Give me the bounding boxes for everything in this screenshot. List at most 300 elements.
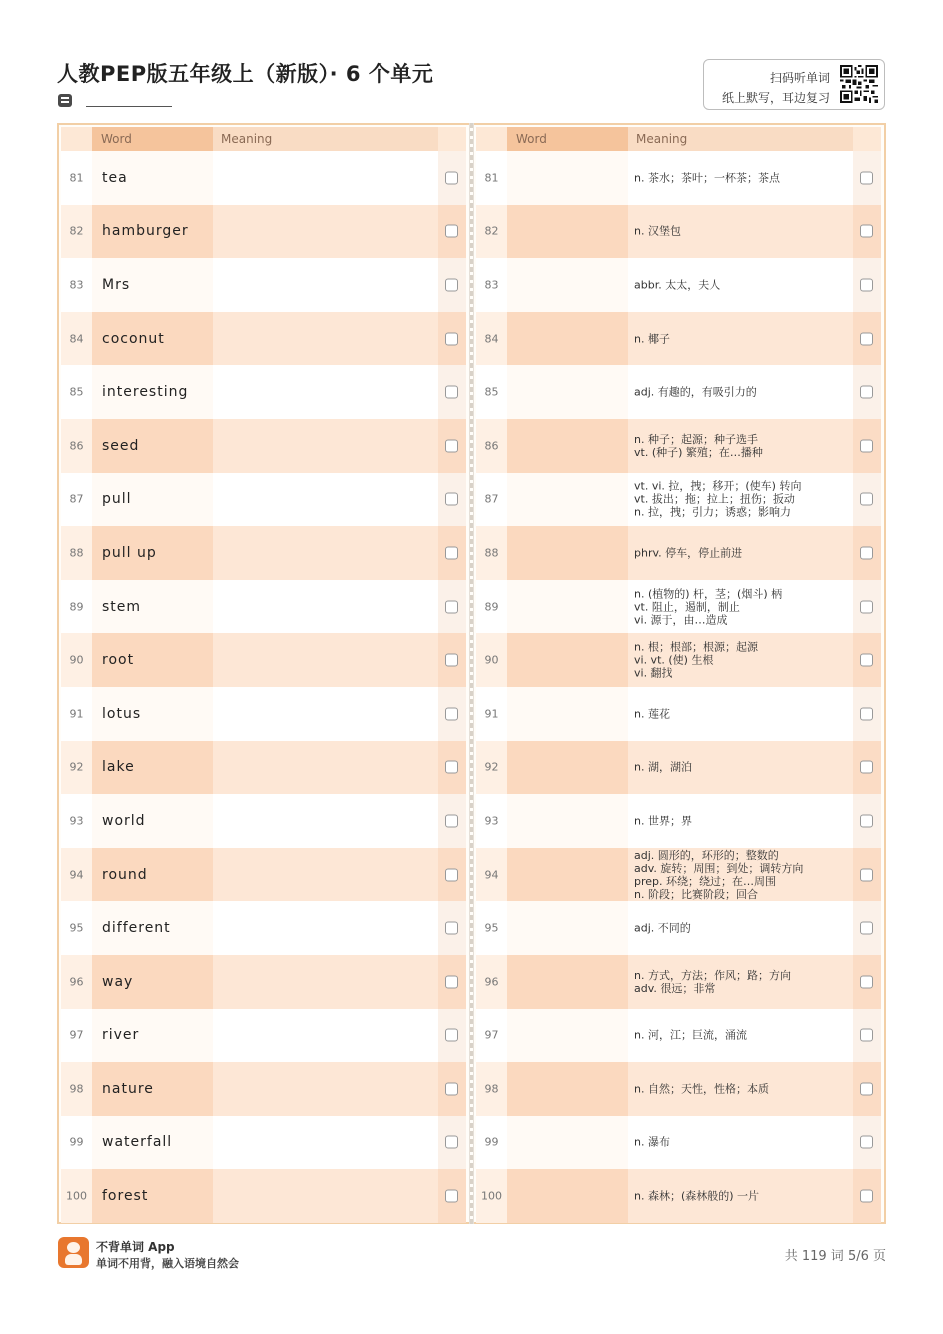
row-number: 100 — [66, 1189, 87, 1203]
meaning-cell — [213, 955, 438, 1009]
row-number-cell — [476, 1009, 507, 1063]
word-text: river — [102, 1027, 140, 1044]
check-cell — [438, 1116, 466, 1170]
table-row — [476, 205, 881, 259]
table-row — [61, 1169, 466, 1223]
word-cell — [92, 1169, 213, 1223]
word-text: Mrs — [102, 276, 131, 293]
meaning-cell — [213, 419, 438, 473]
check-cell — [438, 258, 466, 312]
row-number-cell — [476, 1116, 507, 1170]
row-number-cell — [61, 1062, 92, 1116]
checkbox[interactable] — [445, 386, 458, 399]
table-row — [61, 151, 466, 205]
table-row — [476, 312, 881, 366]
check-cell — [438, 794, 466, 848]
meaning-cell — [213, 473, 438, 527]
table-row — [476, 741, 881, 795]
row-number: 97 — [484, 1028, 499, 1042]
checkbox[interactable] — [860, 278, 873, 291]
check-cell — [438, 848, 466, 902]
row-number-cell — [476, 258, 507, 312]
checkbox[interactable] — [860, 707, 873, 720]
row-number-cell — [61, 419, 92, 473]
row-number: 81 — [69, 171, 84, 185]
meaning-text: n. 世界；界 — [634, 814, 692, 828]
check-cell — [853, 1062, 881, 1116]
word-text: waterfall — [102, 1134, 173, 1151]
header-meaning-label: Meaning — [221, 132, 273, 146]
check-cell — [438, 473, 466, 527]
row-number-cell — [61, 848, 92, 902]
checkbox[interactable] — [860, 171, 873, 184]
table-row — [476, 901, 881, 955]
meaning-text: n. 河，江；巨流，涌流 — [634, 1028, 747, 1042]
qr-line-dictation: 纸上默写，耳边复习 — [721, 91, 830, 105]
meaning-text: n. 莲花 — [634, 707, 670, 721]
check-cell — [853, 1009, 881, 1063]
row-number-cell — [476, 473, 507, 527]
word-cell — [507, 258, 628, 312]
check-cell — [438, 741, 466, 795]
row-number-cell — [476, 580, 507, 634]
row-number-cell — [61, 473, 92, 527]
table-row — [476, 687, 881, 741]
word-text: nature — [102, 1080, 154, 1097]
row-number: 96 — [69, 975, 84, 989]
row-number-cell — [476, 955, 507, 1009]
meaning-cell — [213, 1009, 438, 1063]
checkbox[interactable] — [445, 332, 458, 345]
meaning-text: vt. vi. 拉，拽；移开；(使车) 转向 vt. 拔出；拖；拉上；扭伤；扳动 n. 拉，拽；引力；诱惑；影响力 — [634, 479, 802, 519]
checkbox[interactable] — [445, 278, 458, 291]
row-number: 88 — [69, 546, 84, 560]
meaning-cell — [213, 1116, 438, 1170]
meaning-cell — [213, 633, 438, 687]
meaning-panel — [476, 127, 881, 1223]
meaning-cell — [213, 1169, 438, 1223]
checkbox[interactable] — [445, 922, 458, 935]
word-cell — [92, 794, 213, 848]
word-cell — [92, 687, 213, 741]
table-row — [61, 365, 466, 419]
check-cell — [438, 901, 466, 955]
row-number-cell — [61, 312, 92, 366]
row-number-cell — [476, 526, 507, 580]
row-number-cell — [61, 526, 92, 580]
row-number: 95 — [69, 921, 84, 935]
meaning-cell — [213, 794, 438, 848]
meaning-text: n. 方式，方法；作风；路；方向 adv. 很远；非常 — [634, 968, 791, 995]
meaning-rows — [476, 151, 881, 1223]
row-number: 90 — [484, 653, 499, 667]
checkbox[interactable] — [445, 1029, 458, 1042]
checkbox[interactable] — [445, 493, 458, 506]
word-cell — [507, 473, 628, 527]
checkbox[interactable] — [860, 761, 873, 774]
meaning-cell — [213, 741, 438, 795]
check-cell — [853, 1169, 881, 1223]
row-number: 99 — [69, 1135, 84, 1149]
table-row — [476, 955, 881, 1009]
word-cell — [507, 580, 628, 634]
checkbox[interactable] — [445, 814, 458, 827]
row-number-cell — [61, 580, 92, 634]
word-cell — [92, 633, 213, 687]
checkbox[interactable] — [445, 546, 458, 559]
table-row — [476, 151, 881, 205]
meaning-cell — [628, 151, 853, 205]
meaning-cell — [213, 687, 438, 741]
checkbox[interactable] — [860, 225, 873, 238]
check-cell — [438, 312, 466, 366]
meaning-cell — [628, 419, 853, 473]
table-row — [61, 741, 466, 795]
word-cell — [92, 526, 213, 580]
fold-divider — [469, 123, 474, 1224]
table-row — [61, 205, 466, 259]
checkbox[interactable] — [860, 386, 873, 399]
checkbox[interactable] — [445, 1082, 458, 1095]
word-cell — [92, 580, 213, 634]
row-number-cell — [476, 365, 507, 419]
table-row — [476, 794, 881, 848]
table-row — [61, 312, 466, 366]
checkbox[interactable] — [860, 654, 873, 667]
checkbox[interactable] — [445, 600, 458, 613]
page-indicator: 共 119 词 5/6 页 — [784, 1249, 886, 1264]
row-number-cell — [476, 633, 507, 687]
row-number: 97 — [69, 1028, 84, 1042]
header-word-label: Word — [101, 132, 132, 146]
word-cell — [92, 473, 213, 527]
checkbox[interactable] — [860, 439, 873, 452]
table-row — [476, 473, 881, 527]
row-number: 93 — [484, 814, 499, 828]
row-number: 98 — [69, 1082, 84, 1096]
table-row — [61, 580, 466, 634]
meaning-cell — [213, 312, 438, 366]
word-cell — [507, 687, 628, 741]
checkbox[interactable] — [445, 225, 458, 238]
word-text: root — [102, 652, 135, 669]
table-row — [476, 526, 881, 580]
checkbox[interactable] — [860, 1029, 873, 1042]
word-text: lotus — [102, 705, 142, 722]
meaning-cell — [628, 687, 853, 741]
word-panel-header — [61, 127, 466, 151]
table-row — [476, 848, 881, 902]
checkbox[interactable] — [860, 1082, 873, 1095]
row-number: 87 — [484, 492, 499, 506]
checkbox[interactable] — [860, 922, 873, 935]
row-number: 93 — [69, 814, 84, 828]
check-cell — [438, 687, 466, 741]
check-cell — [853, 901, 881, 955]
check-cell — [853, 151, 881, 205]
row-number: 88 — [484, 546, 499, 560]
word-cell — [92, 901, 213, 955]
name-card-icon — [58, 94, 72, 107]
word-cell — [507, 1169, 628, 1223]
row-number: 91 — [484, 707, 499, 721]
row-number: 89 — [69, 600, 84, 614]
word-text: tea — [102, 169, 128, 186]
meaning-cell — [628, 1169, 853, 1223]
word-cell — [92, 955, 213, 1009]
table-row — [476, 633, 881, 687]
checkbox[interactable] — [860, 868, 873, 881]
meaning-text: n. 根；根部；根源；起源 vi. vt. (使) 生根 vi. 翻找 — [634, 640, 758, 680]
word-cell — [507, 1009, 628, 1063]
check-cell — [438, 1062, 466, 1116]
word-text: pull up — [102, 544, 157, 561]
header-meaning-cell — [628, 127, 853, 151]
row-number-cell — [61, 365, 92, 419]
meaning-text: n. 种子；起源；种子选手 vt. (种子) 繁殖；在…播种 — [634, 432, 763, 459]
row-number: 83 — [69, 278, 84, 292]
word-panel — [61, 127, 466, 1223]
row-number: 92 — [69, 760, 84, 774]
table-row — [476, 365, 881, 419]
table-row — [476, 580, 881, 634]
word-cell — [507, 365, 628, 419]
table-row — [61, 848, 466, 902]
row-number: 99 — [484, 1135, 499, 1149]
checkbox[interactable] — [860, 975, 873, 988]
table-row — [61, 633, 466, 687]
row-number-cell — [476, 312, 507, 366]
row-number: 100 — [481, 1189, 502, 1203]
row-number-cell — [476, 794, 507, 848]
check-cell — [853, 955, 881, 1009]
row-number-cell — [476, 687, 507, 741]
checkbox[interactable] — [445, 868, 458, 881]
meaning-cell — [628, 1062, 853, 1116]
word-text: stem — [102, 598, 142, 615]
meaning-text: n. 瀑布 — [634, 1135, 670, 1149]
row-number: 82 — [69, 224, 84, 238]
checkbox[interactable] — [860, 1136, 873, 1149]
footer-slogan: 单词不用背，融入语境自然会 — [96, 1257, 239, 1270]
check-cell — [853, 258, 881, 312]
row-number-cell — [61, 955, 92, 1009]
row-number: 96 — [484, 975, 499, 989]
table-row — [61, 901, 466, 955]
word-text: coconut — [102, 330, 165, 347]
check-cell — [438, 1009, 466, 1063]
app-logo-icon — [58, 1237, 89, 1268]
word-text: round — [102, 866, 148, 883]
check-cell — [438, 955, 466, 1009]
row-number-cell — [476, 1169, 507, 1223]
row-number-cell — [61, 205, 92, 259]
qr-code-icon[interactable] — [840, 65, 878, 103]
table-row — [61, 955, 466, 1009]
checkbox[interactable] — [445, 1136, 458, 1149]
word-cell — [92, 258, 213, 312]
row-number: 86 — [69, 439, 84, 453]
table-row — [61, 1009, 466, 1063]
header-word-label: Word — [516, 132, 547, 146]
table-row — [476, 419, 881, 473]
meaning-text: phrv. 停车，停止前进 — [634, 546, 743, 560]
check-cell — [853, 419, 881, 473]
check-cell — [853, 312, 881, 366]
header-num-cell — [61, 127, 92, 151]
check-cell — [853, 526, 881, 580]
row-number-cell — [476, 901, 507, 955]
word-text: interesting — [102, 384, 189, 401]
checkbox[interactable] — [445, 171, 458, 184]
checkbox[interactable] — [445, 439, 458, 452]
check-cell — [853, 473, 881, 527]
check-cell — [438, 419, 466, 473]
check-cell — [853, 687, 881, 741]
check-cell — [438, 1169, 466, 1223]
row-number: 84 — [484, 332, 499, 346]
header-meaning-label: Meaning — [636, 132, 688, 146]
word-cell — [507, 1062, 628, 1116]
word-text: world — [102, 812, 146, 829]
table-row — [61, 419, 466, 473]
check-cell — [853, 580, 881, 634]
checkbox[interactable] — [860, 493, 873, 506]
row-number-cell — [476, 419, 507, 473]
word-cell — [92, 741, 213, 795]
check-cell — [853, 741, 881, 795]
table-row — [61, 526, 466, 580]
table-row — [476, 1062, 881, 1116]
qr-line-listen: 扫码听单词 — [769, 71, 830, 85]
row-number-cell — [61, 633, 92, 687]
word-text: lake — [102, 759, 135, 776]
word-text: hamburger — [102, 223, 189, 240]
row-number: 84 — [69, 332, 84, 346]
checkbox[interactable] — [860, 546, 873, 559]
qr-promo-box — [703, 59, 885, 110]
word-cell — [507, 794, 628, 848]
checkbox[interactable] — [445, 1190, 458, 1203]
meaning-cell — [213, 901, 438, 955]
word-cell — [507, 955, 628, 1009]
meaning-cell — [213, 1062, 438, 1116]
word-text: different — [102, 920, 171, 937]
footer-app-name: 不背单词 App — [96, 1240, 175, 1254]
meaning-cell — [628, 955, 853, 1009]
row-number: 91 — [69, 707, 84, 721]
meaning-cell — [628, 258, 853, 312]
meaning-text: n. 湖，湖泊 — [634, 760, 692, 774]
word-cell — [92, 848, 213, 902]
check-cell — [438, 633, 466, 687]
meaning-cell — [628, 1116, 853, 1170]
row-number-cell — [61, 151, 92, 205]
check-cell — [438, 151, 466, 205]
word-cell — [507, 205, 628, 259]
meaning-text: n. 自然；天性，性格；本质 — [634, 1082, 769, 1096]
row-number-cell — [61, 687, 92, 741]
table-row — [61, 258, 466, 312]
name-field — [58, 94, 172, 107]
row-number: 89 — [484, 600, 499, 614]
row-number-cell — [61, 741, 92, 795]
header-check-cell — [853, 127, 881, 151]
meaning-cell — [213, 151, 438, 205]
checkbox[interactable] — [445, 707, 458, 720]
meaning-text: n. 椰子 — [634, 332, 670, 346]
word-cell — [507, 901, 628, 955]
header-word-cell — [92, 127, 213, 151]
row-number: 82 — [484, 224, 499, 238]
checkbox[interactable] — [860, 1190, 873, 1203]
meaning-cell — [628, 365, 853, 419]
row-number: 85 — [484, 385, 499, 399]
checkbox[interactable] — [445, 654, 458, 667]
word-rows — [61, 151, 466, 1223]
checkbox[interactable] — [860, 814, 873, 827]
row-number: 90 — [69, 653, 84, 667]
meaning-cell — [213, 848, 438, 902]
row-number-cell — [476, 151, 507, 205]
meaning-text: n. (植物的) 杆，茎；(烟斗) 柄 vt. 阻止，遏制，制止 vi. 源于，由…造成 — [634, 587, 783, 627]
meaning-cell — [213, 580, 438, 634]
meaning-cell — [628, 1009, 853, 1063]
row-number: 81 — [484, 171, 499, 185]
meaning-panel-header — [476, 127, 881, 151]
meaning-cell — [628, 312, 853, 366]
row-number-cell — [61, 258, 92, 312]
meaning-cell — [628, 794, 853, 848]
row-number: 94 — [484, 868, 499, 882]
row-number-cell — [61, 794, 92, 848]
table-row — [61, 1062, 466, 1116]
row-number: 83 — [484, 278, 499, 292]
checkbox[interactable] — [860, 600, 873, 613]
meaning-cell — [628, 205, 853, 259]
checkbox[interactable] — [445, 975, 458, 988]
header-check-cell — [438, 127, 466, 151]
check-cell — [853, 1116, 881, 1170]
check-cell — [853, 848, 881, 902]
meaning-cell — [628, 848, 853, 902]
row-number-cell — [61, 901, 92, 955]
meaning-text: n. 茶水；茶叶；一杯茶；茶点 — [634, 171, 780, 185]
word-cell — [507, 419, 628, 473]
word-cell — [507, 741, 628, 795]
word-text: seed — [102, 437, 140, 454]
row-number: 94 — [69, 868, 84, 882]
word-cell — [92, 312, 213, 366]
meaning-text: adj. 不同的 — [634, 921, 691, 935]
header-meaning-cell — [213, 127, 438, 151]
check-cell — [853, 205, 881, 259]
meaning-cell — [213, 205, 438, 259]
word-cell — [92, 205, 213, 259]
row-number-cell — [476, 848, 507, 902]
word-cell — [507, 1116, 628, 1170]
meaning-text: abbr. 太太，夫人 — [634, 278, 721, 292]
row-number: 85 — [69, 385, 84, 399]
table-row — [61, 1116, 466, 1170]
word-cell — [92, 419, 213, 473]
checkbox[interactable] — [445, 761, 458, 774]
checkbox[interactable] — [860, 332, 873, 345]
table-row — [61, 473, 466, 527]
meaning-cell — [213, 258, 438, 312]
row-number-cell — [476, 741, 507, 795]
check-cell — [853, 794, 881, 848]
